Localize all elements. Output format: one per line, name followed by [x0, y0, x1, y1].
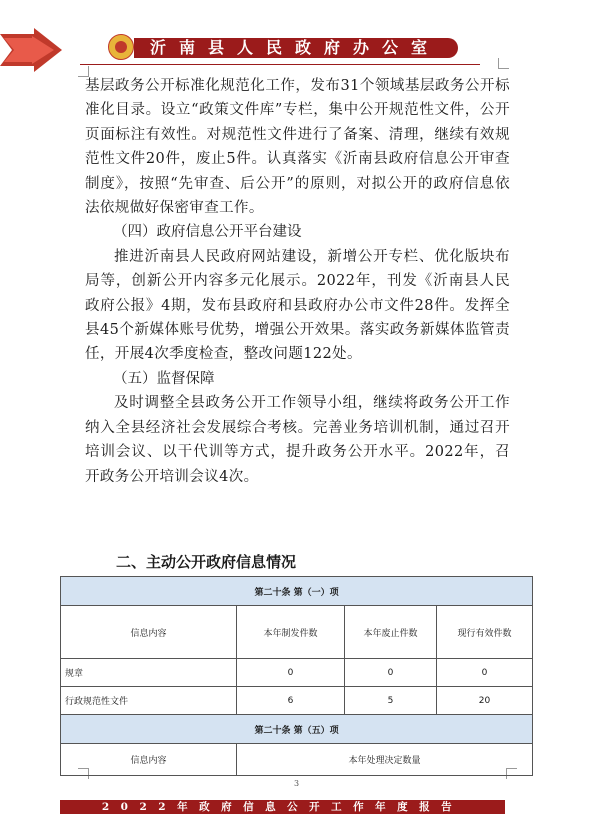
red-arrow-icon [0, 28, 62, 72]
header-rule [80, 64, 480, 65]
table-header-row [61, 606, 533, 659]
column-header: 本年制发件数 [237, 606, 345, 659]
table-row [61, 659, 533, 687]
section-title: 二、主动公开政府信息情况 [116, 553, 297, 571]
corner-mark-top-right [498, 58, 509, 69]
table-band-label: 第二十条 第（五）项 [61, 715, 533, 744]
paragraph-platform: 推进沂南县人民政府网站建设，新增公开专栏、优化版块布局等，创新公开内容多元化展示。2022年，刊发《沂南县人民政府公报》4期，发布县政府和县政府办公市文件28件。发挥全县45个新媒体账号优势，增强公开效果。落实政务新媒体监管责任，开展4次季度检查，整改问题122处。 [85, 248, 510, 363]
table-band-label: 第二十条 第（一）项 [61, 577, 533, 606]
heading-supervision: （五）监督保障 [113, 370, 215, 387]
paragraph-standardization: 基层政务公开标准化规范化工作，发布31个领域基层政务公开标准化目录。设立“政策文件库”专栏，集中公开规范性文件，公开页面标注有效性。对规范性文件进行了备案、清理，继续有效规范性文件20件，废止5件。认真落实《沂南县政府信息公开审查制度》，按照“先审查、后公开”的原则，对拟公开的政府信息依法依规做好保密审查工作。 [85, 78, 510, 217]
heading-platform-construction: （四）政府信息公开平台建设 [113, 224, 302, 241]
table-cell: 0 [345, 659, 437, 687]
table-band-row [61, 577, 533, 606]
column-header: 现行有效件数 [437, 606, 533, 659]
page-number: 3 [293, 779, 300, 788]
disclosure-table [60, 576, 533, 776]
column-header: 本年处理决定数量 [237, 744, 533, 776]
table-header-row [61, 744, 533, 776]
footer-title: 2022年政府信息公开工作年度报告 [101, 801, 464, 813]
header-title: 沂南县人民政府办公室 [150, 38, 441, 57]
table-cell: 行政规范性文件 [61, 687, 237, 715]
document-body [85, 74, 510, 489]
table-cell: 0 [437, 659, 533, 687]
national-emblem-icon [108, 34, 134, 60]
table-cell: 20 [437, 687, 533, 715]
table-row [61, 687, 533, 715]
table-band-row [61, 715, 533, 744]
column-header: 信息内容 [61, 744, 237, 776]
table-cell: 0 [237, 659, 345, 687]
table-cell: 5 [345, 687, 437, 715]
table-cell: 6 [237, 687, 345, 715]
paragraph-supervision: 及时调整全县政务公开工作领导小组，继续将政务公开工作纳入全县经济社会发展综合考核。完善业务培训机制，通过召开培训会议、以干代训等方式，提升政务公开水平。2022年，召开政务公开培训会议4次。 [85, 395, 510, 485]
table-cell: 规章 [61, 659, 237, 687]
column-header: 本年废止件数 [345, 606, 437, 659]
column-header: 信息内容 [61, 606, 237, 659]
